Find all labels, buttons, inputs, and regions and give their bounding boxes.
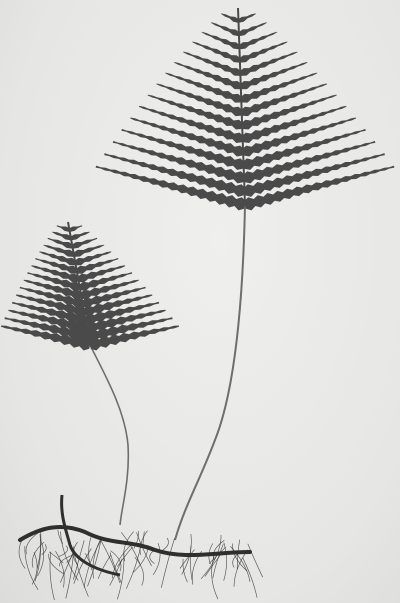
root-fiber [190,546,192,580]
root-fiber [50,552,54,600]
root-fiber [124,532,134,562]
root-fiber [150,550,155,564]
root-fiber [161,538,174,587]
pinna [238,22,267,36]
root-fiber [161,538,168,551]
root-fiber [243,558,257,598]
pinna [240,62,308,89]
root-fiber [133,547,148,573]
root-fiber [49,554,65,575]
pinna [52,232,72,241]
pinna [174,62,242,89]
root-fiber [248,544,263,578]
root-fiber [59,555,72,567]
root-fiber [183,559,188,582]
rhizome-stem [20,527,250,555]
root-fiber [111,551,122,572]
small-fern-frond [1,222,179,351]
root-fiber [213,544,224,578]
small-stipe [90,345,128,525]
root-fiber [49,552,63,563]
pinna [238,13,256,22]
pinna [211,22,240,36]
rhizome-roots [19,495,263,600]
large-fern-frond [96,8,395,210]
pinna [69,225,82,232]
root-fiber [101,540,120,583]
pinna [221,13,239,22]
root-fiber [110,553,121,583]
root-fiber [98,555,111,579]
pinna [70,232,90,241]
root-fiber [117,547,132,567]
pinna [240,73,317,103]
large-stipe [175,205,245,540]
root-fiber [19,541,25,569]
root-fiber [180,550,195,569]
root-fiber [25,546,38,590]
stipes [90,205,245,540]
